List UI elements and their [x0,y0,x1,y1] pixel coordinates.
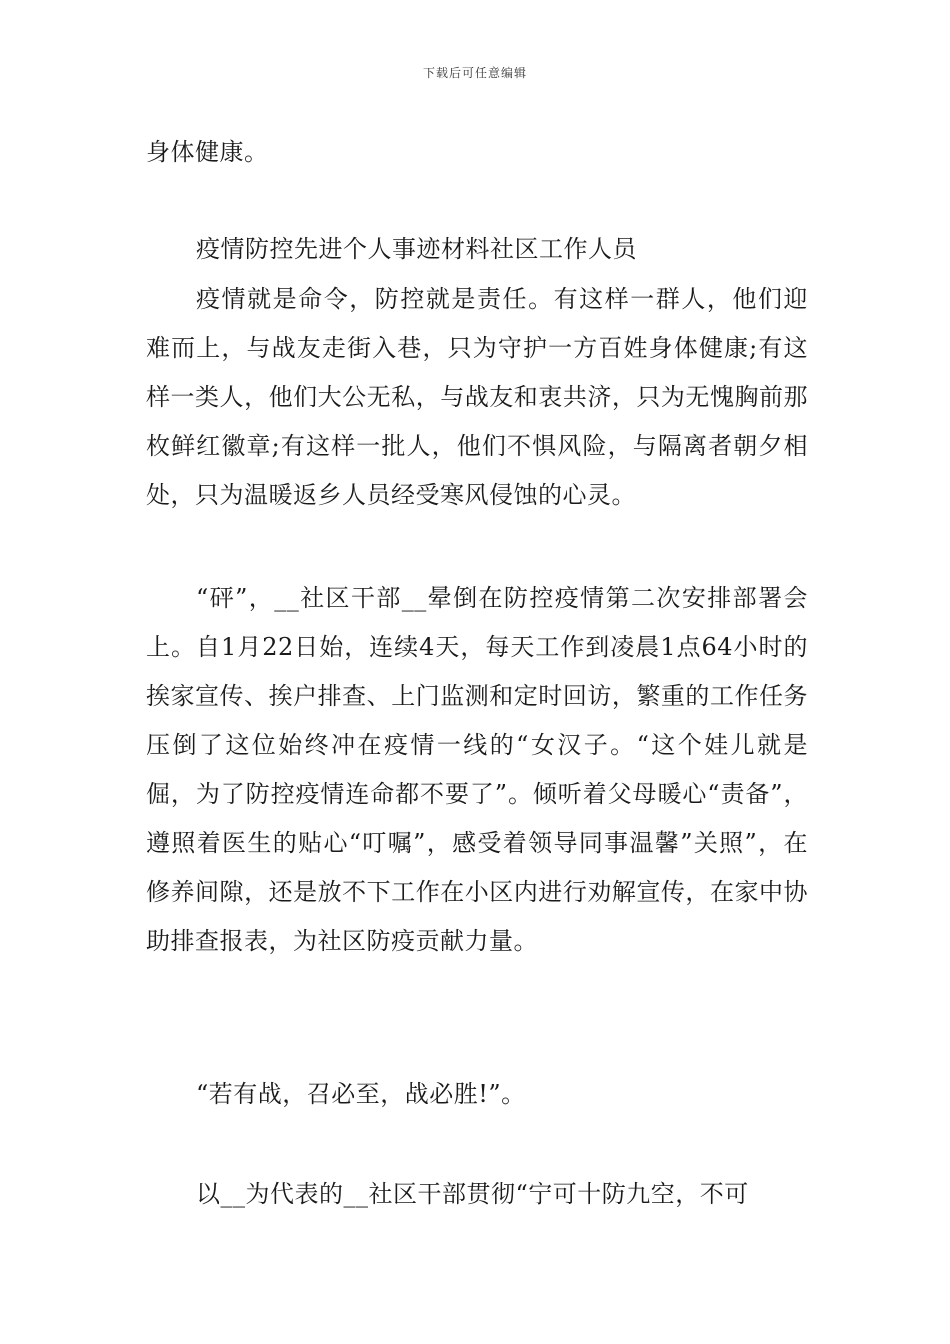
paragraph-block-2 [146,574,808,966]
document-title: 疫情防控先进个人事迹材料社区工作人员 [196,235,637,263]
continuation-paragraph: 身体健康。 [146,138,269,166]
paragraph-block-3 [146,1070,808,1119]
paragraph: “砰”，__社区干部__晕倒在防控疫情第二次安排部署会上。自1月22日始，连续4天，每天工作到凌晨1点64小时的挨家宣传、挨户排查、上门监测和定时回访，繁重的工作任务压倒了这位始终冲在疫情一线的“女汉子。“这个娃儿就是倔，为了防控疫情连命都不要了”。倾听着父母暖心“责备”，遵照着医生的贴心“叮嘱”，感受着领导同事温馨”关照”，在修养间隙，还是放不下工作在小区内进行劝解宣传，在家中协助排查报表，为社区防疫贡献力量。 [146,584,808,955]
paragraph-block-4 [146,1170,808,1219]
page-header: 下载后可任意编辑 [422,66,527,80]
paragraph: 疫情就是命令，防控就是责任。有这样一群人，他们迎难而上，与战友走街入巷，只为守护一方百姓身体健康;有这样一类人，他们大公无私，与战友和衷共济，只为无愧胸前那枚鲜红徽章;有这样一批人，他们不惧风险，与隔离者朝夕相处，只为温暖返乡人员经受寒风侵蚀的心灵。 [146,285,808,509]
continuation-text [146,128,808,177]
paragraph: 以__为代表的__社区干部贯彻“宁可十防九空，不可 [196,1180,749,1208]
paragraph-block-1 [146,275,808,520]
paragraph: “若有战，召必至，战必胜!”。 [196,1080,526,1108]
